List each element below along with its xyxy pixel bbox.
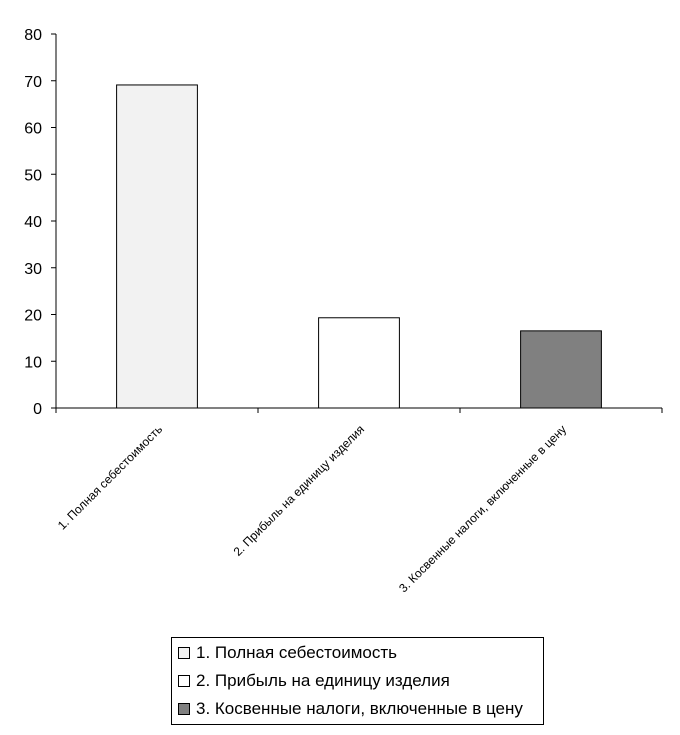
y-tick-label: 70	[24, 73, 42, 91]
y-tick-label: 20	[24, 307, 42, 325]
y-tick-label: 50	[24, 167, 42, 185]
legend-label-indirect-taxes: 3. Косвенные налоги, включенные в цену	[196, 699, 523, 718]
legend-swatch-full-cost	[178, 647, 190, 659]
bars	[117, 85, 602, 408]
bar-1	[117, 85, 198, 408]
legend-swatch-profit	[178, 675, 190, 687]
y-tick-label: 40	[24, 214, 42, 231]
legend-item-full-cost	[178, 642, 397, 664]
y-tick-label: 30	[24, 260, 42, 278]
y-tick-label: 60	[24, 120, 42, 138]
chart-legend	[171, 637, 544, 725]
y-tick-label: 0	[33, 401, 42, 418]
legend-item-profit	[178, 670, 450, 692]
legend-label-profit: 2. Прибыль на единицу изделия	[196, 671, 450, 690]
category-labels	[55, 422, 569, 595]
legend-item-indirect-taxes	[178, 698, 523, 720]
y-axis-ticks	[24, 27, 56, 418]
x-category-label: 1. Полная себестоимость	[54, 422, 166, 533]
x-category-label: 2. Прибыль на единицу изделия	[230, 422, 368, 559]
x-category-label: 3. Косвенные налоги, включенные в цену	[396, 422, 570, 596]
y-tick-label: 80	[24, 27, 42, 44]
bar-2	[319, 318, 400, 408]
bar-3	[521, 331, 602, 408]
legend-label-full-cost: 1. Полная себестоимость	[196, 643, 397, 662]
y-tick-label: 10	[24, 354, 42, 372]
legend-swatch-indirect-taxes	[178, 703, 190, 715]
